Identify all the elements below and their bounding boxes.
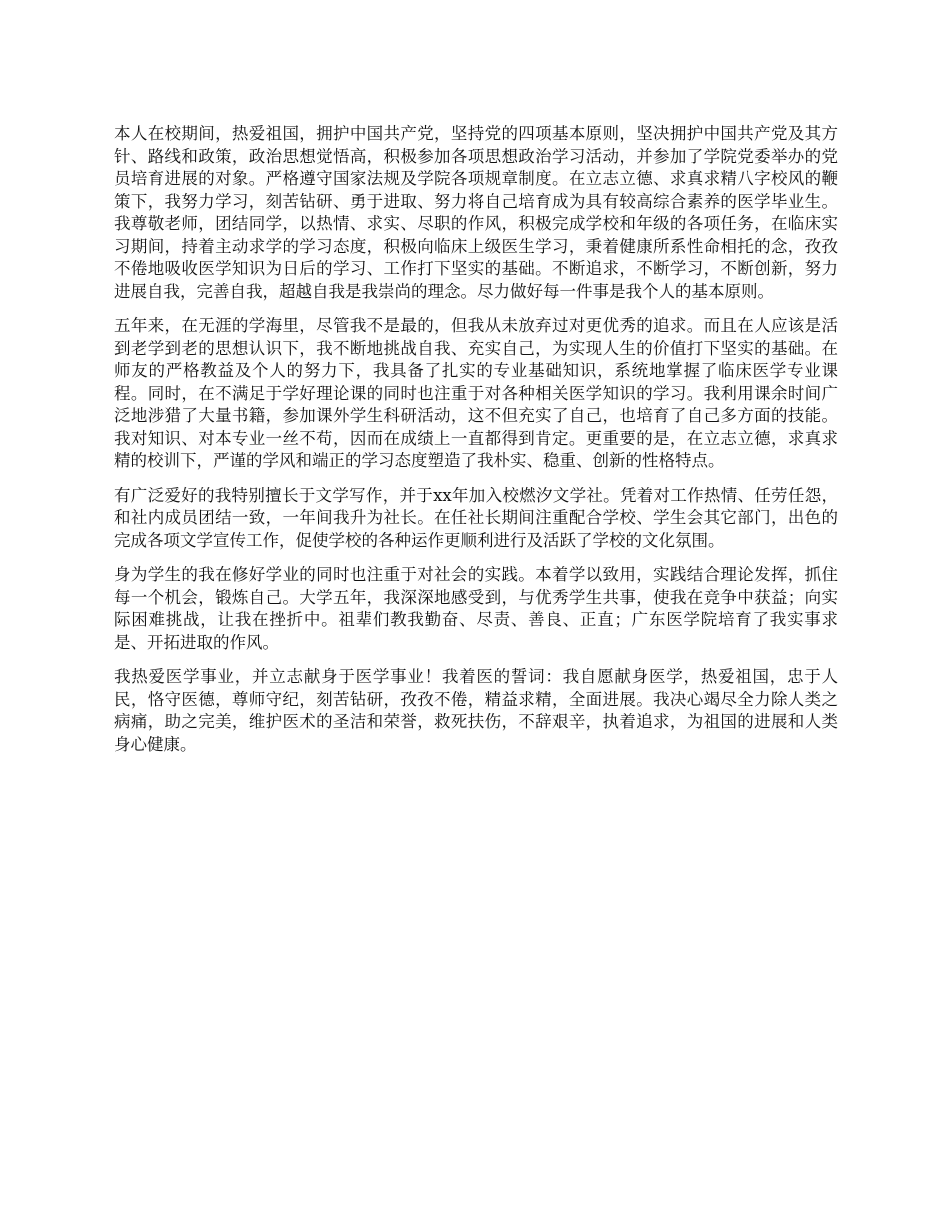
paragraph-literary-society: 有广泛爱好的我特别擅长于文学写作，并于xx年加入校燃汐文学社。凭着对工作热情、任劳任怨，和社内成员团结一致，一年间我升为社长。在任社长期间注重配合学校、学生会其它部门，出色的完成各项文学宣传工作，促使学校的各种运作更顺利进行及活跃了学校的文化氛围。: [114, 485, 838, 550]
document-page: [114, 123, 838, 768]
paragraph-academic-study: 五年来，在无涯的学海里，尽管我不是最的，但我从未放弃过对更优秀的追求。而且在人应该是活到老学到老的思想认识下，我不断地挑战自我、充实自己，为实现人生的价值打下坚实的基础。在师友的严格教益及个人的努力下，我具备了扎实的专业基础知识，系统地掌握了临床医学专业课程。同时，在不满足于学好理论课的同时也注重于对各种相关医学知识的学习。我利用课余时间广泛地涉猎了大量书籍，参加课外学生科研活动，这不但充实了自己，也培育了自己多方面的技能。我对知识、对本专业一丝不苟，因而在成绩上一直都得到肯定。更重要的是，在立志立德，求真求精的校训下，严谨的学风和端正的学习态度塑造了我朴实、稳重、创新的性格特点。: [114, 316, 838, 470]
paragraph-social-practice: 身为学生的我在修好学业的同时也注重于对社会的实践。本着学以致用，实践结合理论发挥，抓住每一个机会，锻炼自己。大学五年，我深深地感受到，与优秀学生共事，使我在竞争中获益；向实际困难挑战，让我在挫折中。祖辈们教我勤奋、尽责、善良、正直；广东医学院培育了我实事求是、开拓进取的作风。: [114, 565, 838, 652]
paragraph-medical-oath: 我热爱医学事业，并立志献身于医学事业！我着医的誓词：我自愿献身医学，热爱祖国，忠于人民，恪守医德，尊师守纪，刻苦钻研，孜孜不倦，精益求精，全面进展。我决心竭尽全力除人类之病痛，助之完美，维护医术的圣洁和荣誉，救死扶伤，不辞艰辛，执着追求，为祖国的进展和人类身心健康。: [114, 667, 838, 754]
paragraph-political-conduct: 本人在校期间，热爱祖国，拥护中国共产党，坚持党的四项基本原则，坚决拥护中国共产党及其方针、路线和政策，政治思想觉悟高，积极参加各项思想政治学习活动，并参加了学院党委举办的党员培育进展的对象。严格遵守国家法规及学院各项规章制度。在立志立德、求真求精八字校风的鞭策下，我努力学习，刻苦钻研、勇于进取、努力将自己培育成为具有较高综合素养的医学毕业生。我尊敬老师，团结同学，以热情、求实、尽职的作风，积极完成学校和年级的各项任务，在临床实习期间，持着主动求学的学习态度，积极向临床上级医生学习，秉着健康所系性命相托的念，孜孜不倦地吸收医学知识为日后的学习、工作打下坚实的基础。不断追求，不断学习，不断创新，努力进展自我，完善自我，超越自我是我崇尚的理念。尽力做好每一件事是我个人的基本原则。: [114, 124, 838, 301]
